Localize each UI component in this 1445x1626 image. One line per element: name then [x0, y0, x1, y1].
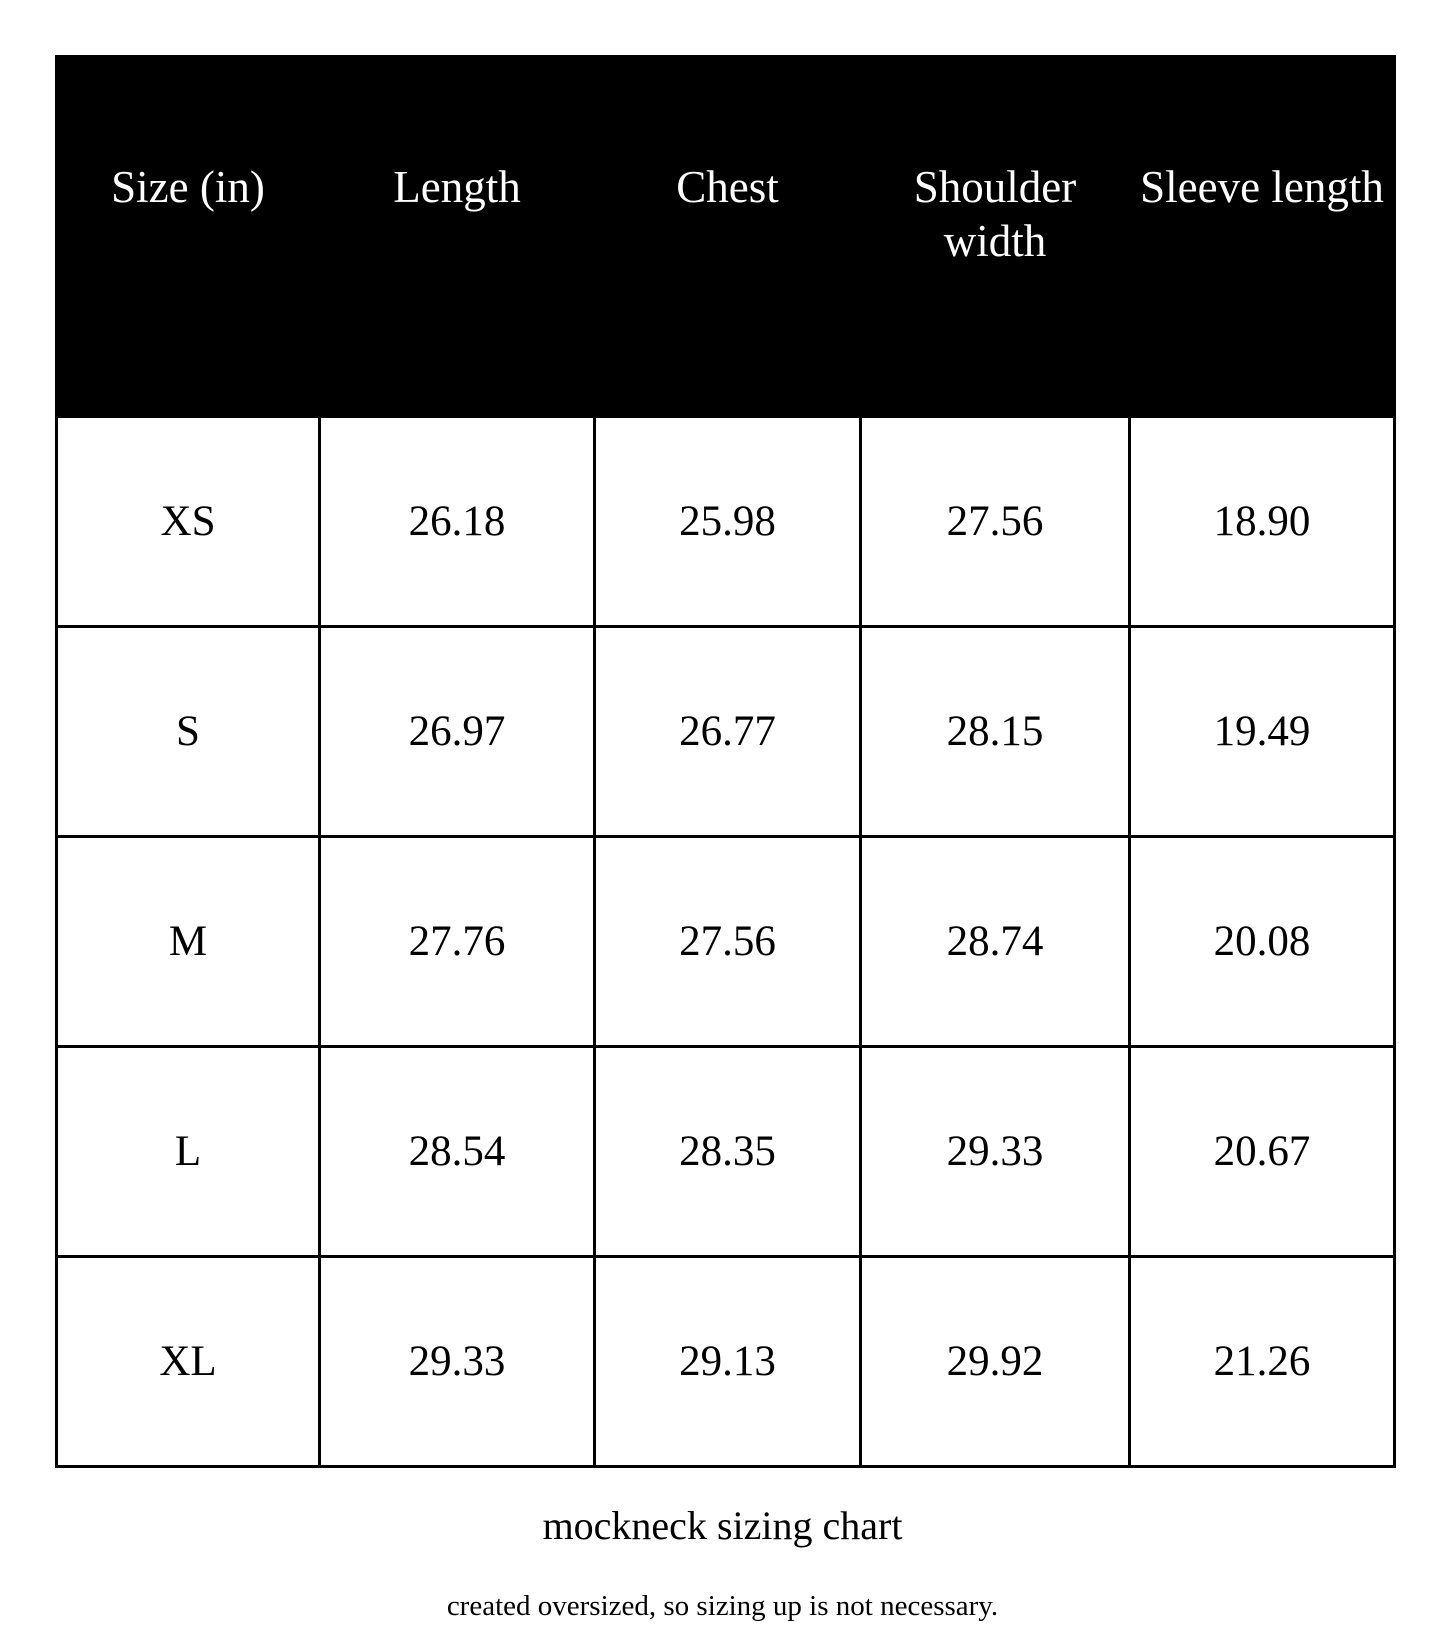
chart-title: mockneck sizing chart — [542, 1503, 903, 1548]
measurement-value: 29.13 — [595, 1257, 861, 1467]
column-header-length: Length — [320, 57, 595, 417]
measurement-value: 27.56 — [861, 417, 1130, 627]
column-header-chest: Chest — [595, 57, 861, 417]
measurement-value: 29.33 — [320, 1257, 595, 1467]
measurement-value: 29.33 — [861, 1047, 1130, 1257]
table-body — [57, 417, 1395, 1467]
size-label: S — [57, 627, 320, 837]
measurement-value: 29.92 — [861, 1257, 1130, 1467]
measurement-value: 21.26 — [1130, 1257, 1395, 1467]
table-row-m — [57, 837, 1395, 1047]
table-row-s — [57, 627, 1395, 837]
size-label: M — [57, 837, 320, 1047]
size-label: L — [57, 1047, 320, 1257]
measurement-value: 27.76 — [320, 837, 595, 1047]
measurement-value: 20.67 — [1130, 1047, 1395, 1257]
table-row-l — [57, 1047, 1395, 1257]
measurement-value: 27.56 — [595, 837, 861, 1047]
column-header-sleeve-length: Sleeve length — [1130, 57, 1395, 417]
chart-note: created oversized, so sizing up is not necessary. — [446, 1590, 999, 1622]
measurement-value: 28.74 — [861, 837, 1130, 1047]
table-row-xl — [57, 1257, 1395, 1467]
measurement-value: 20.08 — [1130, 837, 1395, 1047]
measurement-value: 26.77 — [595, 627, 861, 837]
measurement-value: 28.54 — [320, 1047, 595, 1257]
measurement-value: 25.98 — [595, 417, 861, 627]
column-header-size: Size (in) — [57, 57, 320, 417]
size-label: XL — [57, 1257, 320, 1467]
measurement-value: 26.18 — [320, 417, 595, 627]
measurement-value: 28.35 — [595, 1047, 861, 1257]
header-row — [57, 57, 1395, 417]
measurement-value: 28.15 — [861, 627, 1130, 837]
sizing-table — [55, 55, 1396, 1468]
size-label: XS — [57, 417, 320, 627]
measurement-value: 26.97 — [320, 627, 595, 837]
measurement-value: 18.90 — [1130, 417, 1395, 627]
column-header-shoulder-width: Shoulder width — [861, 57, 1130, 417]
measurement-value: 19.49 — [1130, 627, 1395, 837]
table-header — [57, 57, 1395, 417]
table-row-xs — [57, 417, 1395, 627]
